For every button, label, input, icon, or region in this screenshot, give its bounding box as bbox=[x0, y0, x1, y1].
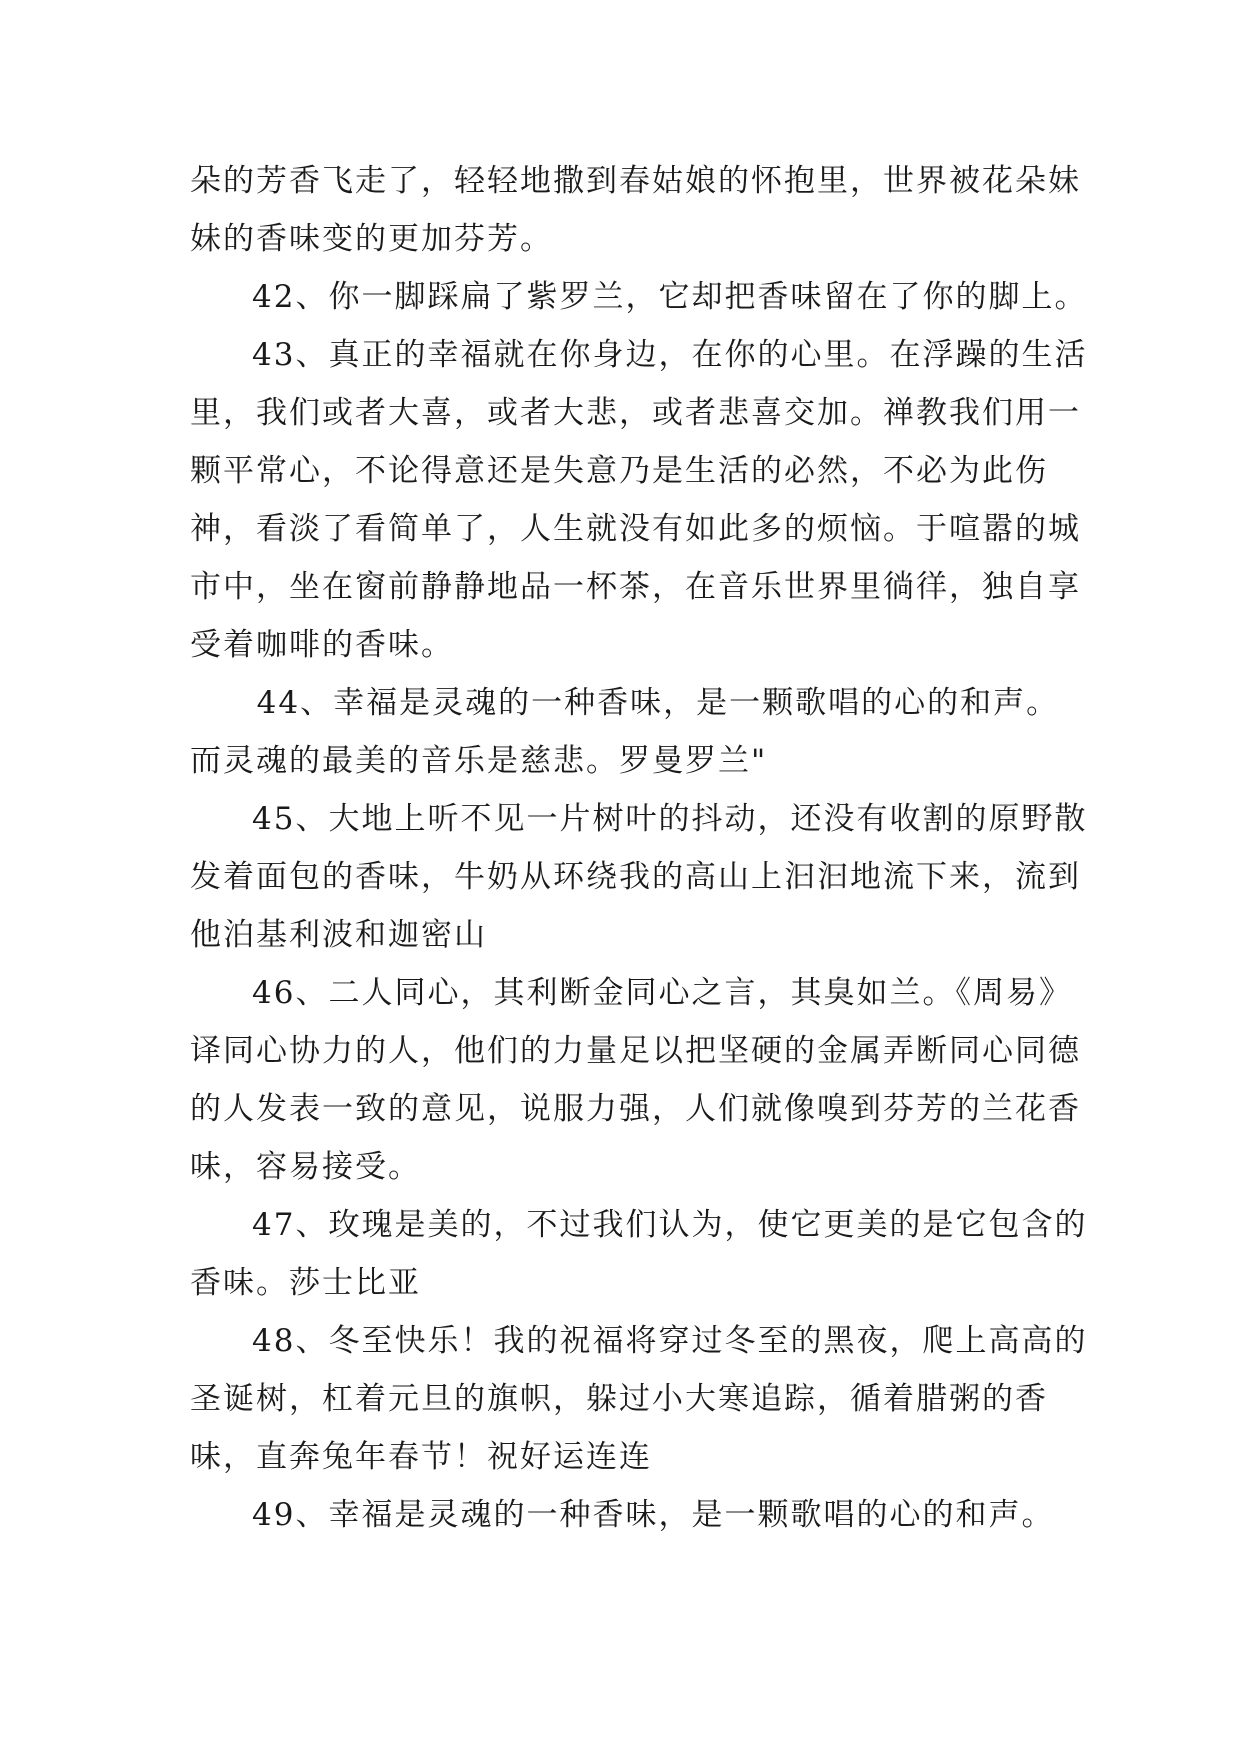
paragraph-43: 43、真正的幸福就在你身边，在你的心里。在浮躁的生活里，我们或者大喜，或者大悲，或者悲喜交加。禅教我们用一颗平常心，不论得意还是失意乃是生活的必然，不必为此伤神，看淡了看简单了，人生就没有如此多的烦恼。于喧嚣的城市中，坐在窗前静静地品一杯茶，在音乐世界里徜徉，独自享受着咖啡的香味。 bbox=[190, 337, 1088, 663]
paragraph-47: 47、玫瑰是美的，不过我们认为，使它更美的是它包含的香味。莎士比亚 bbox=[190, 1207, 1088, 1301]
document-body bbox=[190, 152, 1090, 1544]
paragraph-49: 49、幸福是灵魂的一种香味，是一颗歌唱的心的和声。 bbox=[252, 1497, 1055, 1533]
paragraph-40-continuation: 朵的芳香飞走了，轻轻地撒到春姑娘的怀抱里，世界被花朵妹妹的香味变的更加芬芳。 bbox=[190, 163, 1081, 257]
paragraph-42: 42、你一脚踩扁了紫罗兰，它却把香味留在了你的脚上。 bbox=[252, 279, 1088, 315]
paragraph-44: 44、幸福是灵魂的一种香味，是一颗歌唱的心的和声。而灵魂的最美的音乐是慈悲。罗曼罗兰" bbox=[190, 685, 1060, 779]
paragraph-48: 48、冬至快乐！我的祝福将穿过冬至的黑夜，爬上高高的圣诞树，杠着元旦的旗帜，躲过小大寒追踪，循着腊粥的香味，直奔兔年春节！祝好运连连 bbox=[190, 1323, 1088, 1475]
paragraph-46: 46、二人同心，其利断金同心之言，其臭如兰。《周易》译同心协力的人，他们的力量足以把坚硬的金属弄断同心同德的人发表一致的意见，说服力强，人们就像嗅到芬芳的兰花香味，容易接受。 bbox=[190, 975, 1081, 1185]
paragraph-45: 45、大地上听不见一片树叶的抖动，还没有收割的原野散发着面包的香味，牛奶从环绕我的高山上汩汩地流下来，流到他泊基利波和迦密山 bbox=[190, 801, 1088, 953]
